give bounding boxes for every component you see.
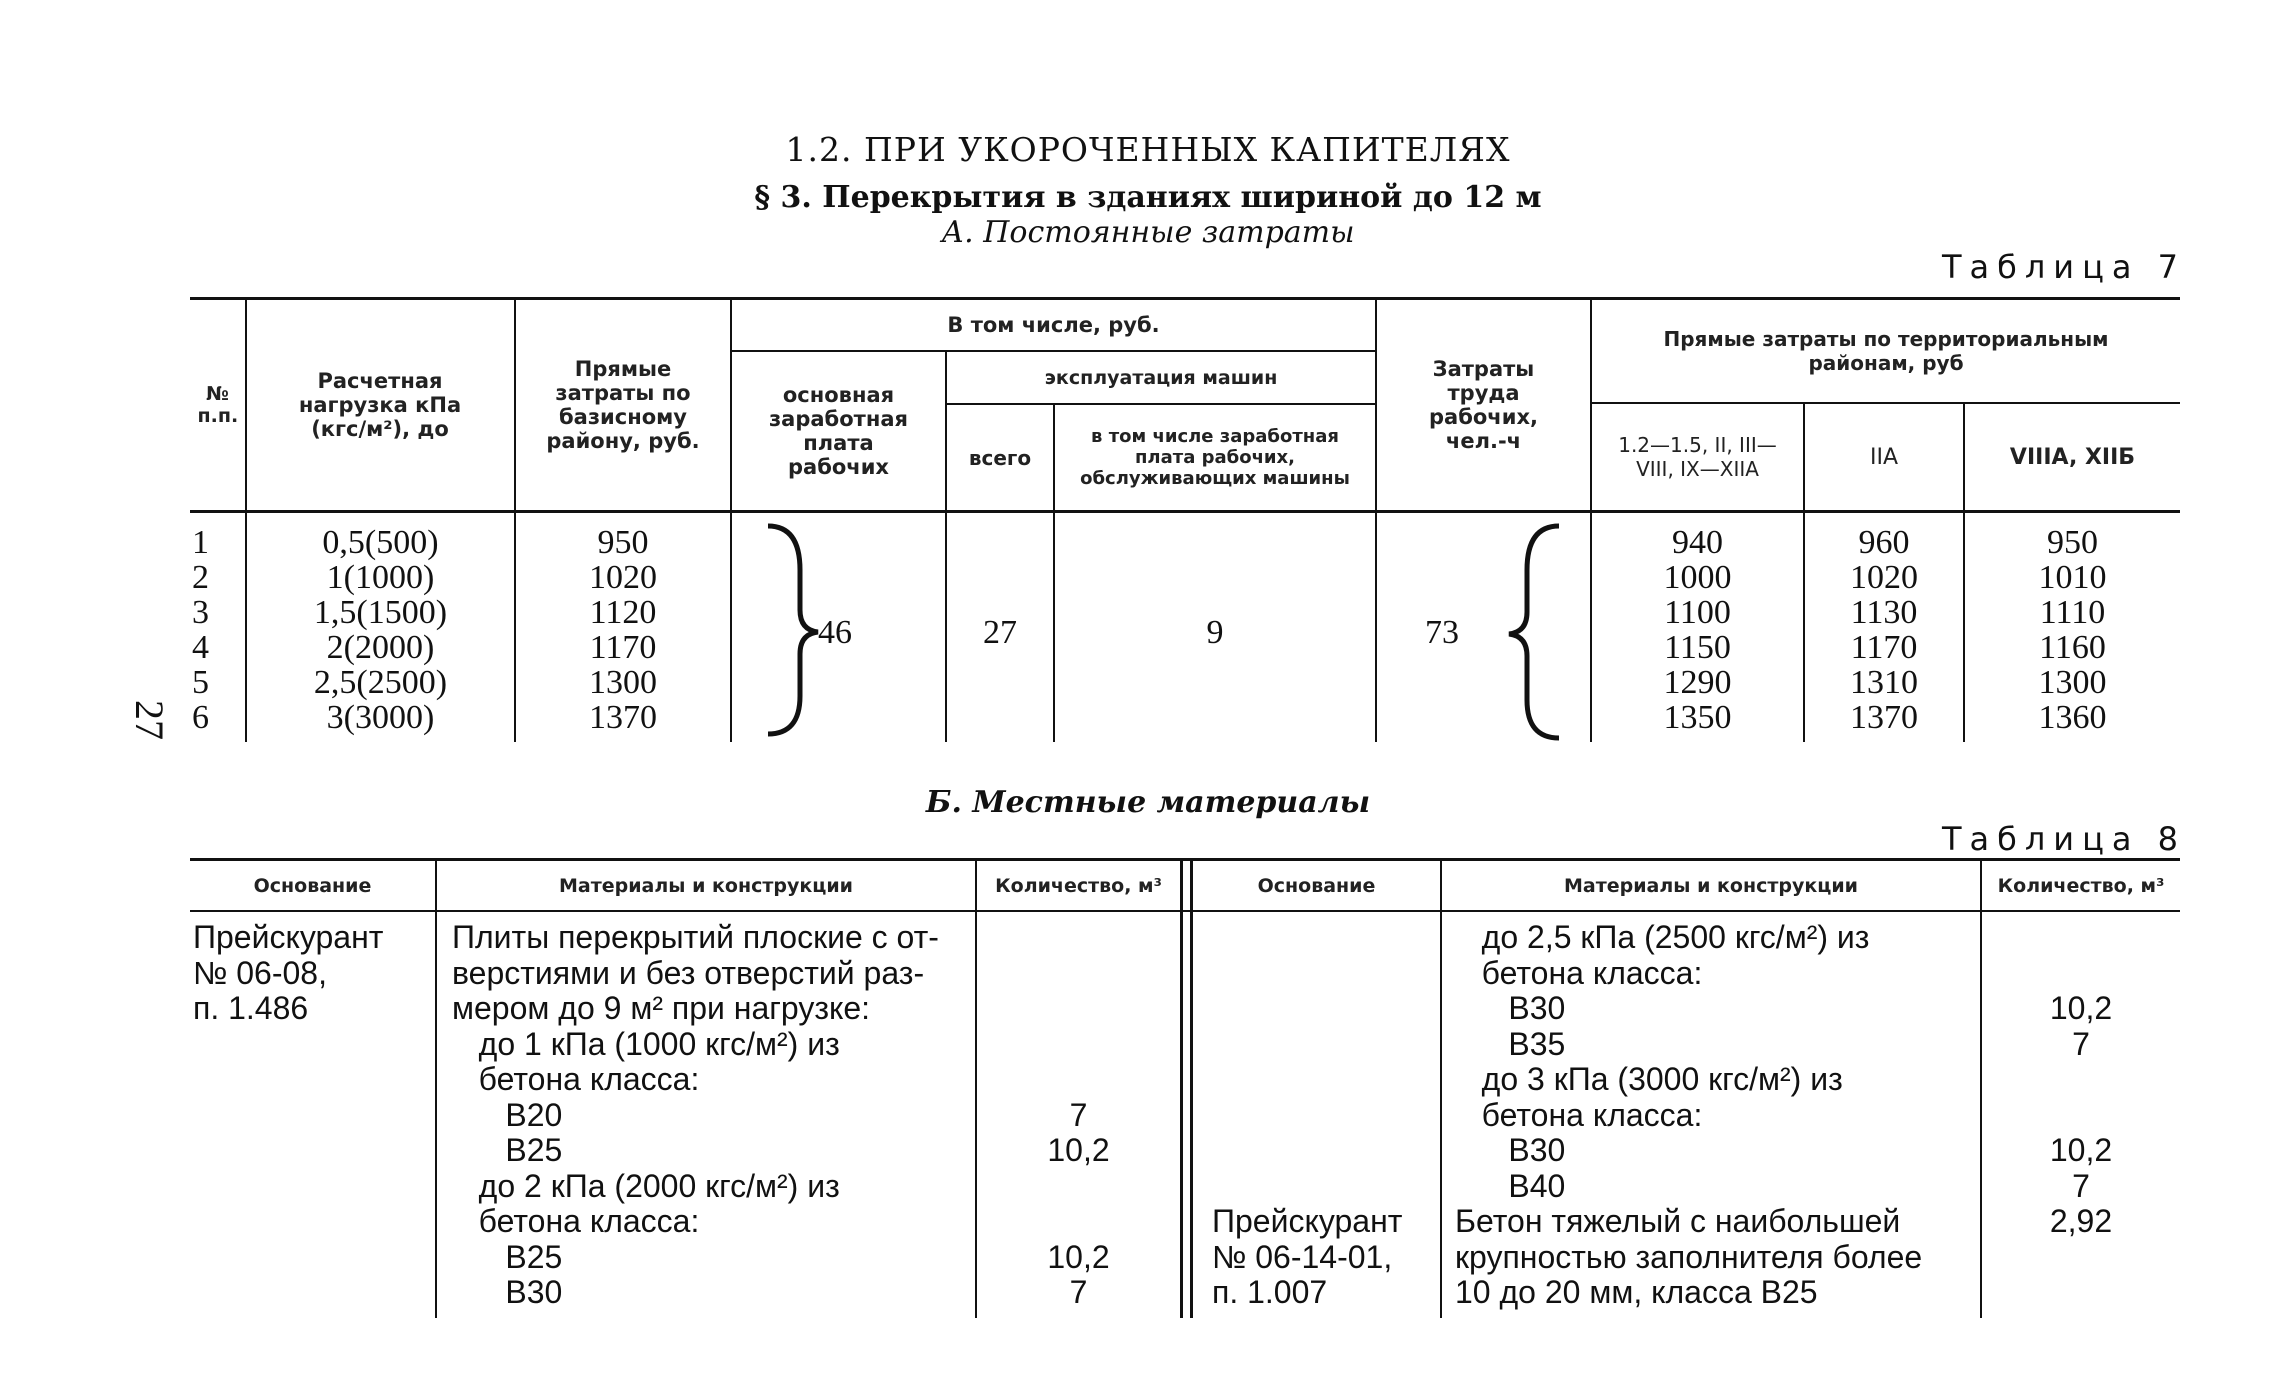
t7-machine-wage-value: 9 [1206,614,1224,651]
t8-header-quantity-right: Количество, м³ [1997,874,2165,897]
t7-cell-r1: 940 [1672,524,1723,561]
t7-cell-r1: 1290 [1663,664,1732,701]
t7-cell-n: 2 [192,559,209,596]
t7-cell-r2: 960 [1858,524,1910,561]
t8-header-materials-left: Материалы и конструкции [559,874,853,897]
t7-cell-load: 0,5(500) [322,524,439,561]
t7-cell-r3: 1110 [2039,594,2106,631]
t7-header-regional: Прямые затраты по территориальным районам, руб [1663,327,2109,375]
brace-left-icon [1505,520,1565,745]
t8-left-materials: Плиты перекрытий плоские с от- верстиями и без отверстий раз- мером до 9 м² при нагрузке: до 1 кПа (1000 кгс/м²) из бетона класса: B20 B25 до 2 кПа (2000 кгс/м²) из бетона класса: B25 B30 [452,919,939,1310]
t7-cell-r1: 1350 [1663,699,1732,736]
t7-cell-load: 2,5(2500) [313,664,448,701]
t8-right-materials: до 2,5 кПа (2500 кгс/м²) из бетона класса: B30 B35 до 3 кПа (3000 кгс/м²) из бетона класса: B30 B40 Бетон тяжелый с наибольшей крупностью заполнителя более 10 до 20 мм, класса B25 [1455,919,1923,1310]
t7-cell-n: 6 [192,699,209,736]
t7-cell-r2: 1020 [1850,559,1918,596]
t7-cell-n: 1 [192,524,209,561]
t7-cell-r3: 1300 [2038,664,2107,701]
t8-right-quantity: 10,2 7 10,2 7 2,92 [2049,990,2113,1239]
t7-cell-load: 1(1000) [326,559,435,596]
t7-labor-value: 73 [1425,614,1459,651]
t8-right-basis: Прейскурант № 06-14-01, п. 1.007 [1212,1203,1403,1310]
t7-cell-direct: 1300 [589,664,657,701]
t7-header-machines: эксплуатация машин [1044,366,1278,389]
t8-header-basis-right: Основание [1257,874,1376,897]
t7-cell-r3: 1160 [2039,629,2106,666]
t7-cell-r2: 1370 [1850,699,1918,736]
t7-cell-direct: 950 [597,524,649,561]
t7-cell-n: 5 [192,664,209,701]
t7-cell-n: 4 [192,629,209,666]
t7-cell-r3: 1010 [2038,559,2107,596]
t7-cell-direct: 1020 [589,559,657,596]
t7-cell-r2: 1130 [1850,594,1918,631]
table8-label: Таблица 8 [1941,820,2186,858]
t7-cell-r2: 1170 [1850,629,1918,666]
t7-cell-r1: 1150 [1664,629,1731,666]
subsection-title: § 3. Перекрытия в зданиях шириной до 12 м [754,180,1542,215]
t8-left-quantity: 7 10,2 10,2 7 [1047,1096,1110,1310]
t7-cell-r2: 1310 [1850,664,1918,701]
t7-cell-r1: 1000 [1663,559,1732,596]
t8-header-materials-right: Материалы и конструкции [1564,874,1858,897]
t7-header-region2: IIA [1869,444,1899,470]
t7-cell-load: 1,5(1500) [313,594,448,631]
t7-cell-direct: 1170 [589,629,657,666]
t7-header-labor: Затраты труда рабочих, чел.-ч [1429,357,1538,453]
t7-header-including: В том числе, руб. [947,313,1160,337]
t8-header-quantity-left: Количество, м³ [995,874,1162,897]
page-number: 27 [127,700,172,740]
t7-header-load: Расчетная нагрузка кПа (кгс/м²), до [298,369,462,441]
t8-header-basis-left: Основание [253,874,372,897]
t7-cell-r3: 950 [2047,524,2098,561]
t7-cell-r3: 1360 [2038,699,2107,736]
t7-cell-direct: 1370 [589,699,657,736]
part-b-title: Б. Местные материалы [925,785,1371,820]
t8-left-basis: Прейскурант № 06-08, п. 1.486 [193,919,384,1026]
t7-header-total: всего [968,445,1032,470]
t7-cell-load: 3(3000) [326,699,435,736]
t7-cell-direct: 1120 [589,594,657,631]
t7-header-region3: VIIIA, XIIБ [2009,444,2136,470]
brace-right-icon [760,520,820,740]
t7-header-machine-wage: в том числе заработная плата рабочих, обслуживающих машины [1080,426,1350,489]
t7-header-wage: основная заработная плата рабочих [768,383,908,479]
t7-cell-load: 2(2000) [326,629,435,666]
part-a-title: А. Постоянные затраты [941,215,1355,250]
t7-header-num: № п.п. [197,383,239,427]
t7-cell-n: 3 [192,594,209,631]
t7-wage-value: 46 [818,614,852,651]
t7-total-value: 27 [983,614,1017,651]
section-title: 1.2. ПРИ УКОРОЧЕННЫХ КАПИТЕЛЯХ [785,130,1511,169]
t7-cell-r1: 1100 [1664,594,1731,631]
table7-label: Таблица 7 [1941,248,2186,286]
t7-header-direct: Прямые затраты по базисному району, руб. [546,357,700,453]
t7-header-region1: 1.2—1.5, II, III—VIII, IX—XIIA [1618,433,1777,481]
